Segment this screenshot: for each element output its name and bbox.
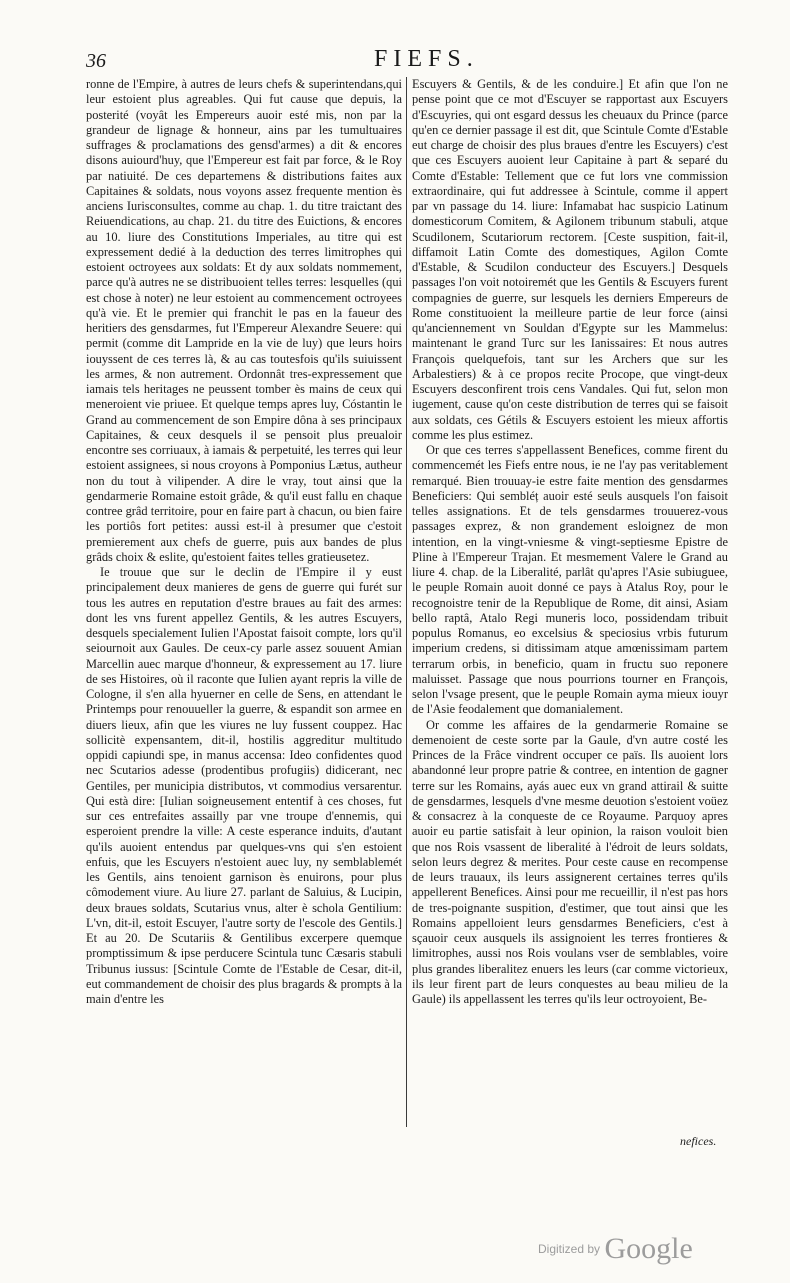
page-number: 36	[86, 50, 106, 72]
left-column	[86, 77, 402, 1007]
watermark-prefix: Digitized by	[538, 1242, 601, 1256]
left-paragraph-1: ronne de l'Empire, à autres de leurs chefs & superintendans,qui leur estoient plus agreables. Qui fut cause que depuis, la posterité (voyât les Empereurs auoir esté mis, non par la grandeur de lignage & honneur, ains par les tumultuaires suffrages & proclamations des gensd'armes) a dit & encores disons auiourd'huy, que l'Empereur est fait par force, & le Roy par natiuité. De ces departemens & distributions faites aux Capitaines & soldats, nous voyons assez frequente mention ès anciens Iurisconsultes, comme au chap. 1. du titre traictant des Reiuendications, au chap. 21. du titre des Euictions, & encores au 10. liure des Constitutions Imperiales, au titre qui est expressement dedié à la deduction des terres limitrophes qui estoient octroyees aux soldats: Et dy aux soldats nommement, parce qu'à autres ne se distribuoient telles terres: lesquelles (qui est chose à noter) ne leur estoient au commencement octroyees qu'à vie. Et le premier qui franchit le pas en la faueur des heritiers des gensdarmes, fut l'Empereur Alexandre Seuere: qui permit (comme dit Lampride en la vie de luy) que leurs hoirs iouyssent de ces terres là, & au cas toutesfois qu'ils suiuissent les armes, & non autrement. Ordonnât tres-expressement que iamais tels heritages ne peussent tomber ès mains de ceux qui meneroient vie priuee. Et quelque temps apres luy, Cóstantin le Grand au commencement de son Empire dôna à ses principaux Capitaines, & ceux desquels il se pensoit plus preualoir encontre ses corriuaux, à iamais & perpetuité, les terres qui leur estoient assignees, si nous croyons à Pomponius Lætus, autheur non du tout à vilipender. A dire le vray, tout ainsi que la gendarmerie Romaine estoit grâde, & qu'il eust fallu en chaque contree grâd territoire, pour en faire part à chacun, ou bien faire les portiôs fort petites: aussi est-il à presumer que c'estoit premierement aux chefs de guerre, puis aux bandes de plus grâds choix & eslite, qu'estoient faites telles gratieusetez.	[86, 77, 402, 564]
header-title: FIEFS.	[374, 46, 479, 72]
right-paragraph-1: Escuyers & Gentils, & de les conduire.] Et afin que l'on ne pense point que ce mot d'Escuyer se rapportast aux Escuyers d'Escuyries, qui ont esgard dessus les cheuaux du Prince (parce qu'en ce dernier passage il est dit, que Scintule Comte d'Estable eut charge de choisir des plus braues d'entre les Escuyers) c'est que ces Escuyers auoient leur Capitaine à part & separé du Comte d'Estable: Tellement que ce fut lors vne commission extraordinaire, qui fut addressee à Scintule, comme il appert par vn passage du 14. liure: Infamabat hac suspicio Latinum domesticorum Comitem, & Agilonem tribunum stabuli, atque Scudilonem, Scutariorum rectorem. [Ceste suspition, fait-il, diffamoit Latin Comte des domestiques, Agilon Comte d'Estable, & Scudilon conducteur des Escuyers.] Desquels passages l'on voit notoiremét que les Gentils & Escuyers furent compagnies de guerre, sur lesquels les derniers Empereurs de Rome constituoient la meilleure partie de leur force (ainsi qu'anciennement vn Souldan d'Egypte sur les Mammelus: maintenant le grand Turc sur les Ianissaires: Et nous autres François quelquefois, tant sur les Archers que sur les Arbalestiers) & à ce propos recite Procope, que vingt-deux Escuyers desconfirent trois cens Vandales. Qui fut, selon mon iugement, cause qu'on ceste distribution de terres qui se faisoit aux soldats, ces Gétils & Escuyers estoient les mieux affortis comme les plus estimez.	[412, 77, 728, 442]
right-column	[412, 77, 728, 1007]
left-paragraph-2: Ie trouue que sur le declin de l'Empire il y eust principalement deux manieres de gens de guerre qui furét sur tous les autres en reputation d'estre braues au fait des armes: dont les vns furent appellez Gentils, & les autres Escuyers, desquels specialement Iulien l'Apostat faisoit compte, lors qu'il seiournoit aux Gaules. De ceux-cy parle assez souuent Amian Marcellin auec marque d'honneur, & expressement au 17. liure de ses Histoires, où il raconte que Iulien ayant repris la ville de Cologne, il s'en alla hyuerner en celle de Sens, en attendant le Printemps pour renouueller la guerre, & espandit son armee en diuers lieux, afin que les viures ne luy fussent couppez. Hac sollicitè expensantem, dit-il, hostilis aggreditur multitudo oppidi capiundi spe, in manus accensa: Ideo confidentes quod nec Scutarios adesse (prodentibus profugiis) didicerant, nec Gentiles, per municipia distributos, vt commodius versarentur. Qui està dire: [Iulian soigneusement ententif à ces choses, fut sur ces entrefaites assailly par vne troupe d'ennemis, qui esperoient prendre la ville: A ceste esperance induits, d'autant qu'ils auoient entendus par quelques-vns qui s'en estoient enfuis, que les Escuyers n'estoient auec luy, ny semblablemét les Gentils, ains tenoient garnison ès enuirons, pour plus cômodement viure. Au liure 27. parlant de Saluius, & Lucipin, deux braues soldats, Scutarius vnus, alter è schola Gentilium: L'vn, dit-il, estoit Escuyer, l'autre sorty de l'escole des Gentils.] Et au 20. De Scutariis & Gentilibus excerpere quemque promptissimum & ipse perducere Scintula tunc Cæsaris stabuli Tribunus iussus: [Scintule Comte de l'Estable de Cesar, dit-il, eut commandement de choisir des plus bragards & prompts à la main d'entre les	[86, 565, 402, 1006]
right-paragraph-3: Or comme les affaires de la gendarmerie Romaine se demenoient de ceste sorte par la Gaule, d'vn autre costé les Princes de la Frâce vindrent occuper ce païs. Ils auoient lors abandonné leur propre patrie & contree, en intention de gagner terre sur les Romains, ayás auec eux vn grand attirail & suitte de gensdarmes, lesquels d'vne mesme deuotion s'estoient voüez & consacrez à la conqueste de ce Royaume. Parquoy apres auoir eu partie satisfait à leur opinion, la raison vouloit bien que nos Rois vsassent de liberalité à l'édroit de leurs soldats, selon leurs degrez & merites. Pour ceste cause en recompense de leurs trauaux, ils leurs assignerent certaines terres qu'ils appellerent Benefices. Ainsi pour me recueillir, il n'est pas hors de tres-poignante suspition, d'estimer, que tout ainsi que les Romains appelloient leurs gensdarmes Beneficiers, c'est à sçauoir ceux ausquels ils assignoient les terres frontieres & limitrophes, aussi nos Rois voulans vser de semblables, voire plus grandes liberalitez enuers les leurs (car comme victorieux, ils leur firent part de leurs conquestes au beau milieu de la Gaule) ils appellassent les terres qu'ils leur octroyoient, Be-	[412, 717, 728, 1006]
column-divider	[406, 77, 407, 1127]
digitization-watermark	[538, 1232, 693, 1266]
google-logo: Google	[604, 1232, 693, 1265]
running-header	[86, 46, 724, 76]
right-paragraph-2: Or que ces terres s'appellassent Benefices, comme firent du commencemét les Fiefs entre nous, ie ne l'ay pas veritablement remarqué. Bien trouuay-ie estre faite mention des gensdarmes Beneficiers: Qui sembléț auoir esté seuls ausquels l'on faisoit telles assignations. Et de tels gensdarmes trouuerez-vous passages exprez, & non grandement esloignez de mon intention, en la vingt-vniesme & vingt-septiesme Epistre de Pline à l'Empereur Trajan. Et mesmement Valere le Grand au liure 4. chap. de la Liberalité, parlât qu'apres l'Asie subiuguee, le peuple Romain auoit donné ce pays à Atalus Roy, pour le recognoistre tenir de la Republique de Rome, dit ainsi, Asiam bello raptâ, Atalo Regi muneris loco, possidendam tribuit populus Romanus, eo excelsius & speciosius vrbis futurum imperium credens, si ditissimam atque amœnissimam partem terrarum orbis, in beneficio, quam in fructu suo reponere maluisset. Passage que nous pourrions tourner en François, selon l'vsage present, que le peuple Romain ayma mieux iouyr de l'Asie feodalement que domanialement.	[412, 443, 728, 717]
catchword: nefices.	[680, 1134, 717, 1148]
